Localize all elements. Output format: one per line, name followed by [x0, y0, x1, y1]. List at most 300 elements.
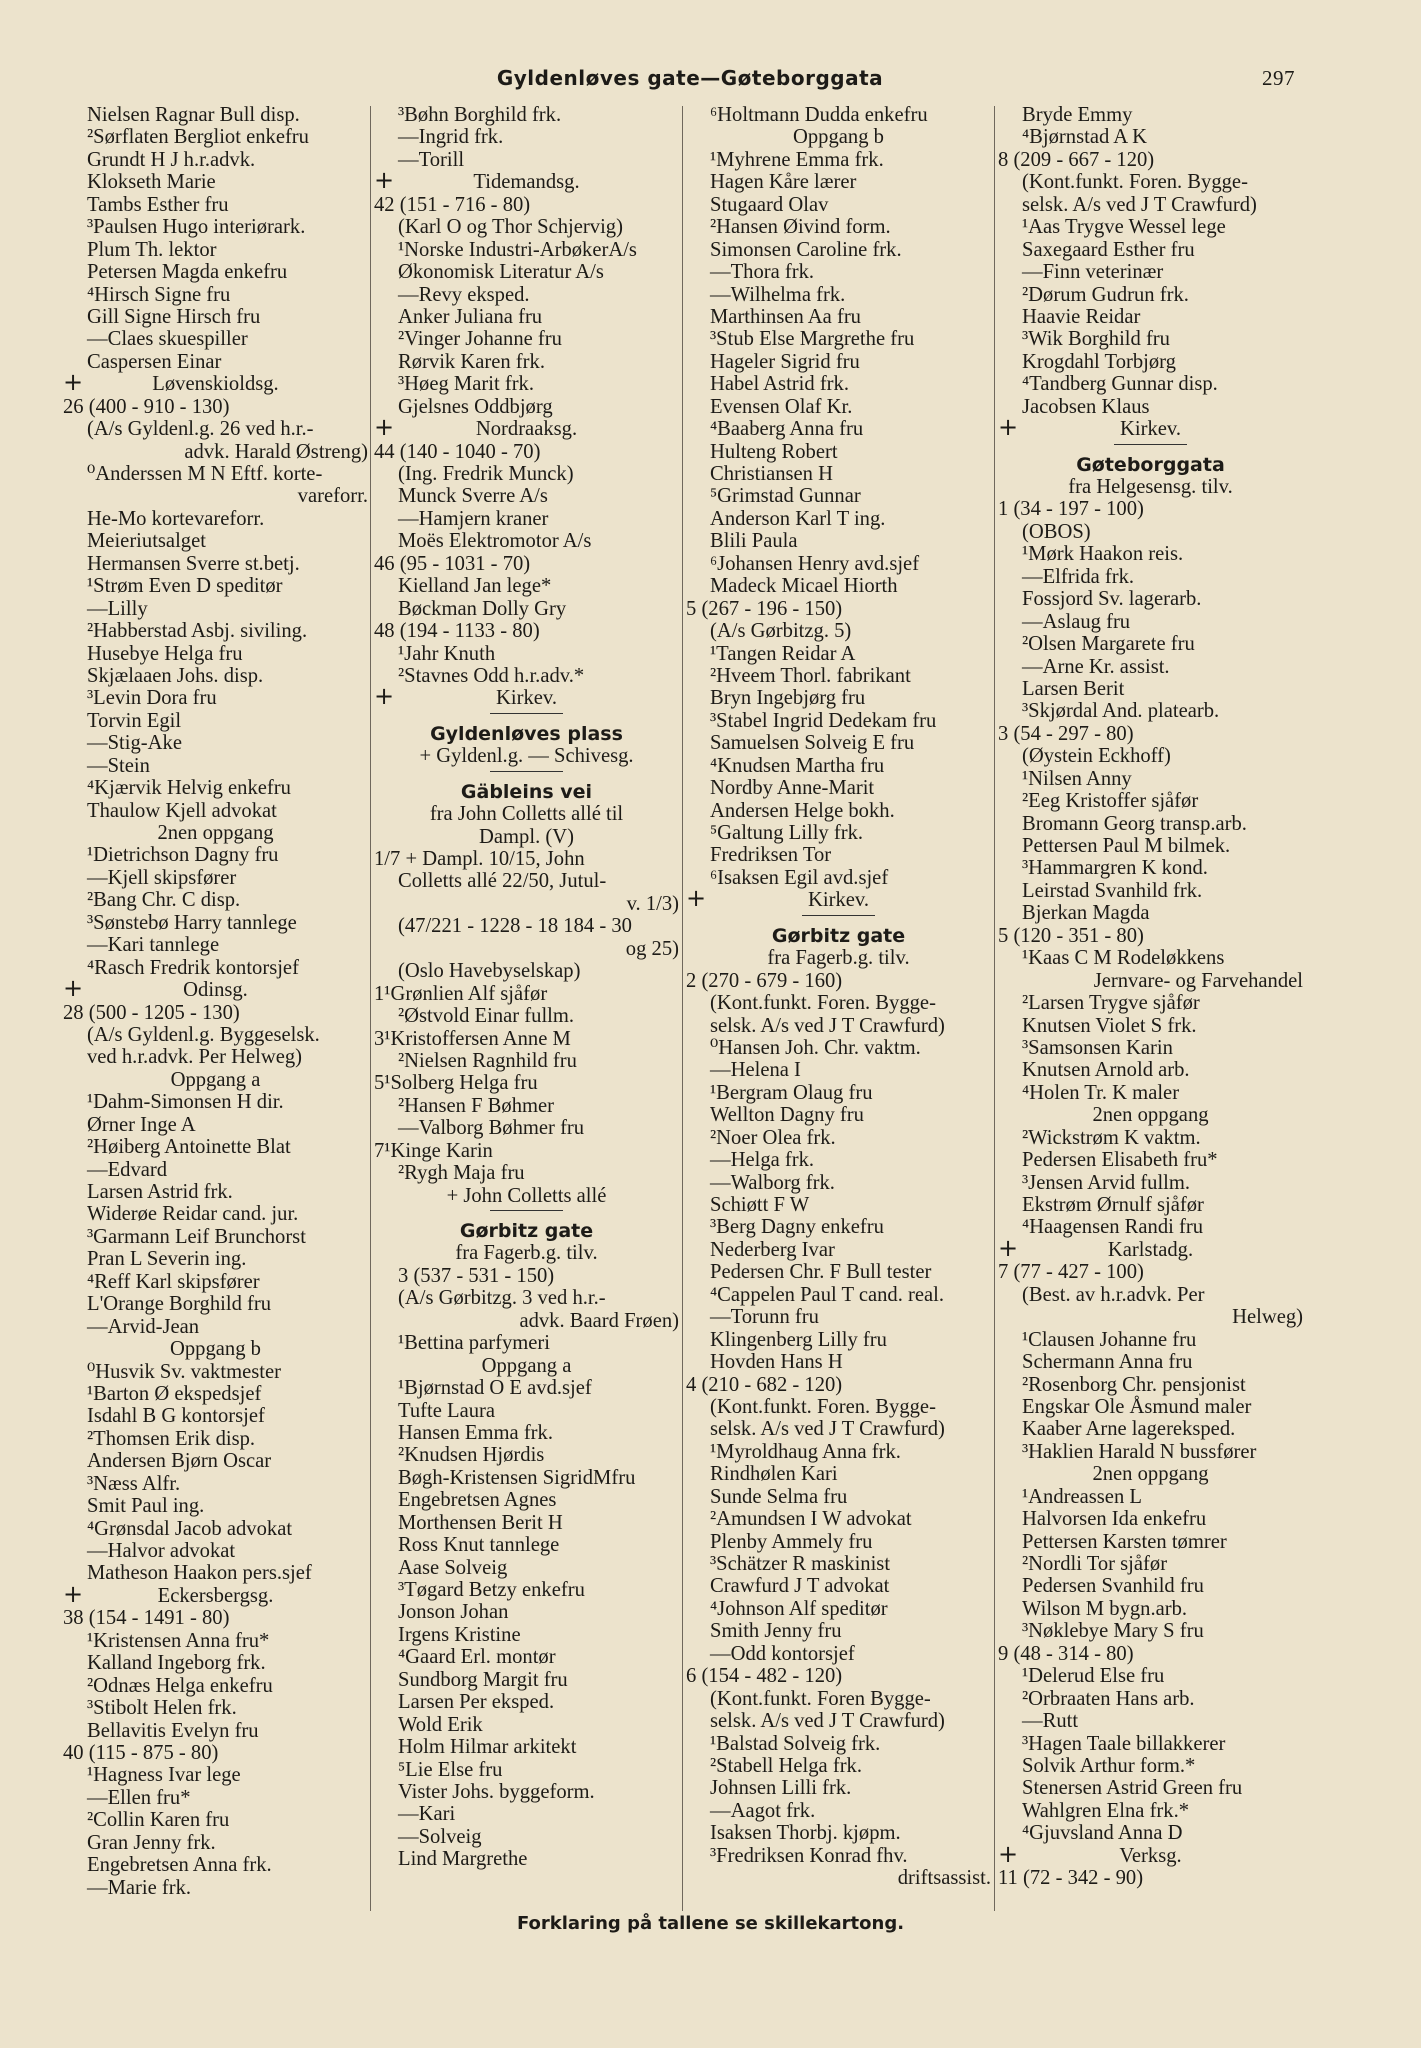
address-entry: 40 (115 - 875 - 80): [63, 1741, 219, 1764]
resident-entry: —Kari tannlege: [87, 934, 220, 957]
resident-entry: —Ellen fru*: [87, 1786, 191, 1809]
resident-entry: Rindhølen Kari: [710, 1463, 838, 1486]
resident-entry: ⁰Hansen Joh. Chr. vaktm.: [710, 1036, 921, 1059]
resident-entry: —Revy eksped.: [398, 283, 530, 306]
resident-entry: —Stig-Ake: [87, 732, 182, 755]
resident-entry: ³Jensen Arvid fullm.: [1022, 1171, 1191, 1194]
resident-entry: ³Stabel Ingrid Dedekam fru: [710, 709, 937, 732]
resident-entry: ³Tøgard Betzy enkefru: [398, 1579, 585, 1601]
cross-street: Kirkev. +: [374, 682, 557, 711]
plus-icon: +: [63, 1579, 84, 1608]
column-divider: [682, 106, 683, 1911]
resident-entry: Pedersen Chr. F Bull tester: [710, 1261, 932, 1284]
resident-entry: —Arvid-Jean: [87, 1315, 200, 1338]
resident-entry: Ross Knut tannlege: [398, 1534, 560, 1557]
resident-entry: ³Bøhn Borghild frk.: [398, 104, 562, 126]
resident-entry: Krogdahl Torbjørg: [1022, 350, 1176, 373]
entry-centered: Oppgang b: [170, 1338, 261, 1361]
resident-entry: ⁵Lie Else fru: [398, 1758, 503, 1781]
resident-entry: ved h.r.advk. Per Helweg): [87, 1046, 303, 1069]
column-divider: [370, 106, 371, 1911]
entry-continuation: Helweg): [1232, 1306, 1303, 1329]
entry-centered: Oppgang a: [170, 1068, 261, 1091]
resident-entry: Wilson M bygn.arb.: [1022, 1597, 1188, 1620]
address-entry: 3 (54 - 297 - 80): [998, 722, 1134, 745]
resident-entry: —Kjell skipsfører: [87, 866, 237, 889]
resident-entry: Fredriksen Tor: [710, 844, 832, 867]
entry-continuation: og 25): [625, 937, 679, 960]
resident-entry: Pettersen Karsten tømrer: [1022, 1530, 1227, 1553]
address-entry: 8 (209 - 667 - 120): [998, 148, 1155, 171]
resident-entry: ²Habberstad Asbj. siviling.: [87, 620, 308, 643]
resident-entry: Isaksen Thorbj. kjøpm.: [710, 1822, 901, 1845]
column-divider: [994, 106, 995, 1911]
column-4: [998, 104, 1303, 1890]
resident-entry: Wahlgren Elna frk.*: [1022, 1799, 1190, 1822]
resident-entry: ²Høiberg Antoinette Blat: [87, 1136, 291, 1159]
resident-entry: (Kont.funkt. Foren. Bygge-: [710, 992, 936, 1015]
resident-entry: Marthinsen Aa fru: [710, 305, 861, 328]
resident-entry: Sundborg Margit fru: [398, 1668, 568, 1691]
cross-street: Verksg. +: [998, 1839, 1182, 1868]
resident-entry: (Øystein Eckhoff): [1022, 745, 1171, 768]
resident-entry: ³Garmann Leif Brunchorst: [87, 1225, 306, 1248]
resident-entry: ⁴Kjærvik Helvig enkefru: [87, 777, 291, 800]
resident-entry: ³Næss Alfr.: [87, 1472, 181, 1495]
entry-centered: fra Fagerb.g. tilv.: [455, 1242, 598, 1265]
resident-entry: Schiøtt F W: [710, 1194, 810, 1216]
resident-entry: Kielland Jan lege*: [398, 575, 552, 598]
plus-icon: +: [63, 368, 84, 397]
resident-entry: Crawfurd J T advokat: [710, 1575, 890, 1598]
resident-entry: ²Dørum Gudrun frk.: [1022, 283, 1189, 306]
resident-entry: ²Orbraaten Hans arb.: [1022, 1687, 1195, 1710]
resident-entry: ²Hansen F Bøhmer: [398, 1094, 555, 1117]
entry-centered: Oppgang a: [481, 1354, 572, 1377]
resident-entry: Larsen Berit: [1022, 677, 1125, 700]
resident-entry: ²Olsen Margarete fru: [1022, 633, 1195, 656]
address-entry: 3¹Kristoffersen Anne M: [374, 1027, 571, 1050]
cross-street: Odinsg. +: [63, 974, 248, 1003]
entry-continuation: driftsassist.: [897, 1867, 991, 1890]
address-entry: 1 (34 - 197 - 100): [998, 498, 1144, 521]
resident-entry: (Oslo Havebyselskap): [398, 960, 581, 983]
resident-entry: ¹Kaas C M Rodeløkkens: [1022, 947, 1225, 970]
resident-entry: Klingenberg Lilly fru: [710, 1328, 887, 1351]
resident-entry: Tufte Laura: [398, 1399, 496, 1422]
resident-entry: Knutsen Violet S frk.: [1022, 1014, 1197, 1037]
resident-entry: ¹Myroldhaug Anna frk.: [710, 1440, 901, 1463]
resident-entry: Stugaard Olav: [710, 193, 829, 216]
address-entry: 1¹Grønlien Alf sjåfør: [374, 982, 548, 1005]
resident-entry: ³Høeg Marit frk.: [398, 373, 534, 396]
resident-entry: (A/s Gørbitzg. 5): [710, 620, 852, 643]
resident-entry: Saxegaard Esther fru: [1022, 238, 1195, 261]
resident-entry: ²Larsen Trygve sjåfør: [1022, 992, 1200, 1015]
column-2: [374, 104, 679, 1871]
resident-entry: ¹Balstad Solveig frk.: [710, 1732, 881, 1755]
page-title: Gyldenløves gate—Gøteborggata: [496, 66, 884, 90]
section-rule: [686, 912, 991, 920]
resident-entry: Torvin Egil: [87, 709, 182, 732]
resident-entry: Gjelsnes Oddbjørg: [398, 395, 553, 418]
resident-entry: Jacobsen Klaus: [1022, 395, 1150, 418]
resident-entry: Colletts allé 22/50, Jutul-: [398, 870, 607, 893]
resident-entry: Blili Paula: [710, 530, 798, 553]
resident-entry: Johnsen Lilli frk.: [710, 1777, 852, 1800]
resident-entry: Ekstrøm Ørnulf sjåfør: [1022, 1194, 1204, 1216]
resident-entry: ¹Barton Ø ekspedsjef: [87, 1382, 262, 1405]
resident-entry: ²Odnæs Helga enkefru: [87, 1674, 273, 1697]
address-entry: 2 (270 - 679 - 160): [686, 969, 843, 992]
resident-entry: ⁴Holen Tr. K maler: [1022, 1081, 1180, 1104]
resident-entry: Anker Juliana fru: [398, 305, 543, 328]
resident-entry: Halvorsen Ida enkefru: [1022, 1508, 1207, 1531]
resident-entry: Nielsen Ragnar Bull disp.: [87, 104, 300, 126]
resident-entry: (Best. av h.r.advk. Per: [1022, 1283, 1205, 1306]
address-entry: 26 (400 - 910 - 130): [63, 395, 230, 418]
resident-entry: Bøgh-Kristensen SigridMfru: [398, 1466, 636, 1489]
resident-entry: ⁴Haagensen Randi fru: [1022, 1216, 1204, 1239]
entry-continuation: v. 1/3): [626, 892, 679, 915]
resident-entry: Wold Erik: [398, 1713, 483, 1736]
resident-entry: Moës Elektromotor A/s: [398, 530, 592, 553]
resident-entry: ⁴Bjørnstad A K: [1022, 126, 1148, 149]
resident-entry: —Valborg Bøhmer fru: [398, 1117, 585, 1140]
resident-entry: ¹Jahr Knuth: [398, 642, 496, 665]
resident-entry: Nordby Anne-Marit: [710, 777, 875, 800]
entry-continuation: vareforr.: [297, 485, 368, 508]
resident-entry: —Marie frk.: [87, 1876, 192, 1899]
resident-entry: ²Noer Olea frk.: [710, 1126, 836, 1149]
resident-entry: Fossjord Sv. lagerarb.: [1022, 588, 1202, 611]
address-entry: 38 (154 - 1491 - 80): [63, 1607, 230, 1630]
resident-entry: ⁴Tandberg Gunnar disp.: [1022, 373, 1218, 396]
resident-entry: Pran L Severin ing.: [87, 1248, 247, 1271]
resident-entry: —Torill: [398, 148, 465, 171]
plus-icon: +: [374, 413, 395, 442]
resident-entry: ⁵Galtung Lilly frk.: [710, 822, 864, 844]
resident-entry: Kalland Ingeborg frk.: [87, 1652, 266, 1675]
resident-entry: ²Stabell Helga frk.: [710, 1754, 862, 1777]
resident-entry: Pedersen Elisabeth fru*: [1022, 1149, 1218, 1172]
resident-entry: Pettersen Paul M bilmek.: [1022, 835, 1231, 857]
resident-entry: —Arne Kr. assist.: [1022, 655, 1170, 678]
resident-entry: ³Berg Dagny enkefru: [710, 1216, 884, 1239]
cross-street: Karlstadg. +: [998, 1233, 1194, 1262]
resident-entry: ²Rygh Maja fru: [398, 1162, 525, 1185]
resident-entry: Samuelsen Solveig E fru: [710, 732, 915, 755]
resident-entry: selsk. A/s ved J T Crawfurd): [710, 1418, 945, 1441]
resident-entry: —Claes skuespiller: [87, 328, 248, 351]
resident-entry: ³Wik Borghild fru: [1022, 328, 1170, 351]
resident-entry: —Odd kontorsjef: [710, 1642, 855, 1665]
resident-entry: ²Vinger Johanne fru: [398, 328, 562, 351]
resident-entry: ⁵Grimstad Gunnar: [710, 485, 861, 508]
resident-entry: ³Levin Dora fru: [87, 687, 217, 710]
resident-entry: —Wilhelma frk.: [710, 283, 846, 306]
section-rule: [374, 710, 679, 718]
address-entry: 28 (500 - 1205 - 130): [63, 1001, 240, 1024]
resident-entry: Nederberg Ivar: [710, 1238, 835, 1261]
resident-entry: (A/s Gyldenl.g. 26 ved h.r.-: [87, 418, 314, 441]
page-header: [0, 62, 1421, 96]
section-rule: [374, 1207, 679, 1215]
resident-entry: ¹Nilsen Anny: [1022, 767, 1132, 790]
resident-entry: ¹Norske Industri-ArbøkerA/s: [398, 238, 637, 261]
resident-entry: Matheson Haakon pers.sjef: [87, 1562, 312, 1585]
resident-entry: Aase Solveig: [398, 1556, 508, 1579]
address-entry: 5 (120 - 351 - 80): [998, 924, 1144, 947]
resident-entry: Jonson Johan: [398, 1601, 509, 1624]
resident-entry: —Rutt: [1022, 1710, 1079, 1733]
resident-entry: Munck Sverre A/s: [398, 485, 548, 508]
resident-entry: ¹Bjørnstad O E avd.sjef: [398, 1377, 592, 1400]
resident-entry: Hansen Emma frk.: [398, 1421, 553, 1444]
plus-icon: +: [998, 1233, 1019, 1262]
resident-entry: He-Mo kortevareforr.: [87, 507, 265, 530]
resident-entry: ³Nøklebye Mary S fru: [1022, 1620, 1204, 1643]
address-entry: 7 (77 - 427 - 100): [998, 1261, 1144, 1284]
resident-entry: ³Paulsen Hugo interiørark.: [87, 216, 306, 239]
resident-entry: Bromann Georg transp.arb.: [1022, 812, 1247, 835]
resident-entry: —Edvard: [87, 1158, 168, 1181]
resident-entry: Plum Th. lektor: [87, 238, 217, 261]
resident-entry: ⁴Rasch Fredrik kontorsjef: [87, 956, 299, 979]
resident-entry: Haavie Reidar: [1022, 305, 1141, 328]
resident-entry: ³Stub Else Margrethe fru: [710, 328, 915, 351]
resident-entry: (A/s Gørbitzg. 3 ved h.r.-: [398, 1287, 606, 1310]
resident-entry: ⁶Johansen Henry avd.sjef: [710, 552, 920, 575]
resident-entry: Bryn Ingebjørg fru: [710, 687, 866, 710]
resident-entry: Simonsen Caroline frk.: [710, 238, 902, 261]
resident-entry: Skjælaaen Johs. disp.: [87, 664, 264, 687]
address-entry: 5¹Solberg Helga fru: [374, 1072, 538, 1095]
page-number: 297: [1262, 66, 1295, 90]
resident-entry: ⁴Baaberg Anna fru: [710, 418, 864, 441]
address-entry: 7¹Kinge Karin: [374, 1139, 493, 1162]
resident-entry: Hulteng Robert: [710, 440, 838, 463]
resident-entry: Evensen Olaf Kr.: [710, 395, 853, 418]
resident-entry: ⁴Gaard Erl. montør: [398, 1646, 556, 1669]
resident-entry: Klokseth Marie: [87, 171, 216, 194]
resident-entry: ²Thomsen Erik disp.: [87, 1427, 256, 1450]
street-heading: Gäbleins vei: [460, 780, 593, 803]
plus-icon: +: [998, 413, 1019, 442]
address-entry: 44 (140 - 1040 - 70): [374, 440, 541, 463]
resident-entry: ²Wickstrøm K vaktm.: [1022, 1126, 1201, 1149]
resident-entry: Christiansen H: [710, 463, 833, 485]
address-entry: 5 (267 - 196 - 150): [686, 597, 843, 620]
resident-entry: (A/s Gyldenl.g. Byggeselsk.: [87, 1023, 320, 1046]
street-heading: Gørbitz gate: [459, 1220, 594, 1242]
entry-continuation: advk. Harald Østreng): [184, 440, 368, 463]
resident-entry: —Kari: [398, 1803, 456, 1826]
resident-entry: Grundt H J h.r.advk.: [87, 148, 256, 171]
cross-street: Tidemandsg. +: [374, 166, 580, 195]
resident-entry: Andersen Helge bokh.: [710, 799, 895, 822]
resident-entry: ⁴Hirsch Signe fru: [87, 283, 231, 306]
resident-entry: ³Stibolt Helen frk.: [87, 1697, 237, 1720]
resident-entry: ³Sønstebø Harry tannlege: [87, 911, 297, 934]
plus-icon: +: [686, 884, 707, 913]
resident-entry: Petersen Magda enkefru: [87, 261, 288, 284]
resident-entry: Smit Paul ing.: [87, 1495, 205, 1518]
resident-entry: Habel Astrid frk.: [710, 373, 849, 396]
resident-entry: (Kont.funkt. Foren. Bygge-: [1022, 171, 1248, 194]
resident-entry: Meieriutsalget: [87, 530, 206, 553]
resident-entry: Økonomisk Literatur A/s: [398, 261, 604, 284]
resident-entry: Larsen Per eksped.: [398, 1691, 555, 1714]
resident-entry: ²Nordli Tor sjåfør: [1022, 1553, 1168, 1575]
resident-entry: Kaaber Arne lagereksped.: [1022, 1418, 1236, 1441]
resident-entry: ⁴Cappelen Paul T cand. real.: [710, 1283, 945, 1306]
resident-entry: ²Hansen Øivind form.: [710, 216, 891, 239]
resident-entry: Hageler Sigrid fru: [710, 350, 860, 373]
resident-entry: Rørvik Karen frk.: [398, 350, 545, 373]
resident-entry: —Finn veterinær: [1022, 261, 1164, 284]
resident-entry: ¹Tangen Reidar A: [710, 642, 856, 665]
resident-entry: Sunde Selma fru: [710, 1485, 848, 1508]
resident-entry: ⁶Isaksen Egil avd.sjef: [710, 866, 889, 889]
entry-centered: Oppgang b: [793, 126, 884, 149]
resident-entry: Leirstad Svanhild frk.: [1022, 879, 1203, 902]
resident-entry: Larsen Astrid frk.: [87, 1181, 233, 1203]
resident-entry: ²Knudsen Hjørdis: [398, 1444, 545, 1467]
resident-entry: ¹Dietrichson Dagny fru: [87, 844, 279, 867]
plus-icon: +: [374, 682, 395, 711]
resident-entry: (Karl O og Thor Schjervig): [398, 216, 623, 239]
street-heading: Gyldenløves plass: [430, 722, 623, 745]
entry-centered: + Gyldenl.g. — Schivesg.: [419, 745, 634, 768]
entry-continuation: Jernvare- og Farvehandel: [1093, 969, 1303, 992]
street-heading: Gørbitz gate: [771, 924, 906, 947]
resident-entry: Smith Jenny fru: [710, 1620, 842, 1643]
resident-entry: Tambs Esther fru: [87, 193, 229, 216]
resident-entry: ²Østvold Einar fullm.: [398, 1005, 575, 1028]
cross-street: Eckersbergsg. +: [63, 1579, 274, 1608]
resident-entry: ²Eeg Kristoffer sjåfør: [1022, 790, 1199, 813]
resident-entry: —Lilly: [87, 597, 148, 620]
resident-entry: ³Haklien Harald N bussfører: [1022, 1440, 1257, 1463]
entry-centered: Dampl. (V): [479, 825, 574, 848]
resident-entry: Hovden Hans H: [710, 1351, 843, 1374]
resident-entry: (47/221 - 1228 - 18 184 - 30: [398, 915, 632, 938]
resident-entry: ²Rosenborg Chr. pensjonist: [1022, 1373, 1246, 1396]
resident-entry: 3 (537 - 531 - 150): [398, 1264, 555, 1287]
resident-entry: Isdahl B G kontorsjef: [87, 1405, 265, 1428]
resident-entry: ³Hammargren K kond.: [1022, 857, 1208, 880]
resident-entry: Gran Jenny frk.: [87, 1831, 216, 1854]
resident-entry: ¹Mørk Haakon reis.: [1022, 543, 1184, 566]
resident-entry: —Halvor advokat: [87, 1540, 236, 1562]
cross-street: Løvenskioldsg. +: [63, 368, 279, 397]
plus-icon: +: [63, 974, 84, 1003]
resident-entry: ⁴Gjuvsland Anna D: [1022, 1822, 1183, 1845]
resident-entry: Ørner Inge A: [87, 1113, 196, 1136]
entry-centered: 2nen oppgang: [1092, 1463, 1209, 1486]
resident-entry: ¹Strøm Even D speditør: [87, 575, 283, 598]
plus-icon: +: [374, 166, 395, 195]
resident-entry: ³Hagen Taale billakkerer: [1022, 1732, 1226, 1755]
resident-entry: —Helga frk.: [710, 1149, 815, 1172]
resident-entry: ⁰Husvik Sv. vaktmester: [87, 1360, 281, 1383]
resident-entry: Bryde Emmy: [1022, 104, 1133, 126]
entry-centered: 2nen oppgang: [1092, 1104, 1209, 1127]
resident-entry: Wellton Dagny fru: [710, 1104, 864, 1127]
resident-entry: ¹Andreassen L: [1022, 1485, 1142, 1508]
address-entry: 42 (151 - 716 - 80): [374, 193, 531, 216]
resident-entry: Anderson Karl T ing.: [710, 507, 886, 530]
resident-entry: ¹Delerud Else fru: [1022, 1665, 1165, 1688]
cross-street: Kirkev. +: [686, 884, 869, 913]
entry-centered: + John Colletts allé: [446, 1184, 607, 1207]
resident-entry: ²Sørflaten Bergliot enkefru: [87, 126, 309, 149]
resident-entry: Husebye Helga fru: [87, 642, 243, 665]
entry-centered: fra Fagerb.g. tilv.: [767, 947, 910, 970]
resident-entry: —Hamjern kraner: [398, 507, 549, 530]
resident-entry: ³Samsonsen Karin: [1022, 1036, 1173, 1059]
column-1: [63, 104, 368, 1899]
section-rule: [998, 441, 1303, 449]
resident-entry: Madeck Micael Hiorth: [710, 575, 898, 598]
resident-entry: ³Schätzer R maskinist: [710, 1553, 891, 1575]
resident-entry: —Thora frk.: [710, 261, 815, 284]
resident-entry: ⁴Johnson Alf speditør: [710, 1597, 888, 1620]
street-heading: Gøteborggata: [1076, 453, 1225, 476]
resident-entry: —Aslaug fru: [1022, 610, 1131, 633]
resident-entry: ³Fredriksen Konrad fhv.: [710, 1844, 908, 1867]
resident-entry: Holm Hilmar arkitekt: [398, 1736, 577, 1759]
footer-note: Forklaring på tallene se skillekartong.: [516, 1913, 905, 1934]
resident-entry: ¹Myhrene Emma frk.: [710, 148, 884, 171]
resident-entry: ²Nielsen Ragnhild fru: [398, 1049, 577, 1072]
address-entry: 46 (95 - 1031 - 70): [374, 552, 531, 575]
resident-entry: ¹Bettina parfymeri: [398, 1332, 550, 1355]
resident-entry: L'Orange Borghild fru: [87, 1293, 272, 1316]
address-entry: 1/7 + Dampl. 10/15, John: [374, 848, 585, 870]
resident-entry: ¹Dahm-Simonsen H dir.: [87, 1091, 284, 1114]
resident-entry: Engskar Ole Åsmund maler: [1022, 1395, 1252, 1418]
resident-entry: Widerøe Reidar cand. jur.: [87, 1203, 299, 1226]
entry-centered: 2nen oppgang: [157, 822, 274, 844]
entry-centered: fra Helgesensg. tilv.: [1068, 476, 1233, 498]
resident-entry: selsk. A/s ved J T Crawfurd): [710, 1710, 945, 1733]
resident-entry: ²Hveem Thorl. fabrikant: [710, 664, 911, 687]
resident-entry: selsk. A/s ved J T Crawfurd): [1022, 193, 1257, 216]
section-rule: [374, 768, 679, 776]
resident-entry: Engebretsen Anna frk.: [87, 1854, 272, 1877]
resident-entry: ⁶Holtmann Dudda enkefru: [710, 104, 928, 126]
cross-street: Kirkev. +: [998, 413, 1181, 442]
resident-entry: ¹Hagness Ivar lege: [87, 1764, 241, 1787]
resident-entry: Engebretsen Agnes: [398, 1489, 557, 1512]
resident-entry: Caspersen Einar: [87, 350, 222, 373]
resident-entry: ⁰Anderssen M N Eftf. korte-: [87, 463, 323, 485]
resident-entry: Knutsen Arnold arb.: [1022, 1059, 1190, 1082]
resident-entry: Lind Margrethe: [398, 1848, 528, 1871]
resident-entry: ⁴Knudsen Martha fru: [710, 754, 885, 777]
address-entry: 9 (48 - 314 - 80): [998, 1642, 1134, 1665]
resident-entry: ²Collin Karen fru: [87, 1809, 230, 1832]
resident-entry: —Torunn fru: [710, 1306, 819, 1329]
resident-entry: ⁴Grønsdal Jacob advokat: [87, 1517, 293, 1540]
resident-entry: Schermann Anna fru: [1022, 1351, 1193, 1374]
address-entry: 48 (194 - 1133 - 80): [374, 620, 540, 643]
resident-entry: Irgens Kristine: [398, 1623, 521, 1646]
resident-entry: Andersen Bjørn Oscar: [87, 1450, 272, 1473]
resident-entry: —Elfrida frk.: [1022, 565, 1135, 588]
